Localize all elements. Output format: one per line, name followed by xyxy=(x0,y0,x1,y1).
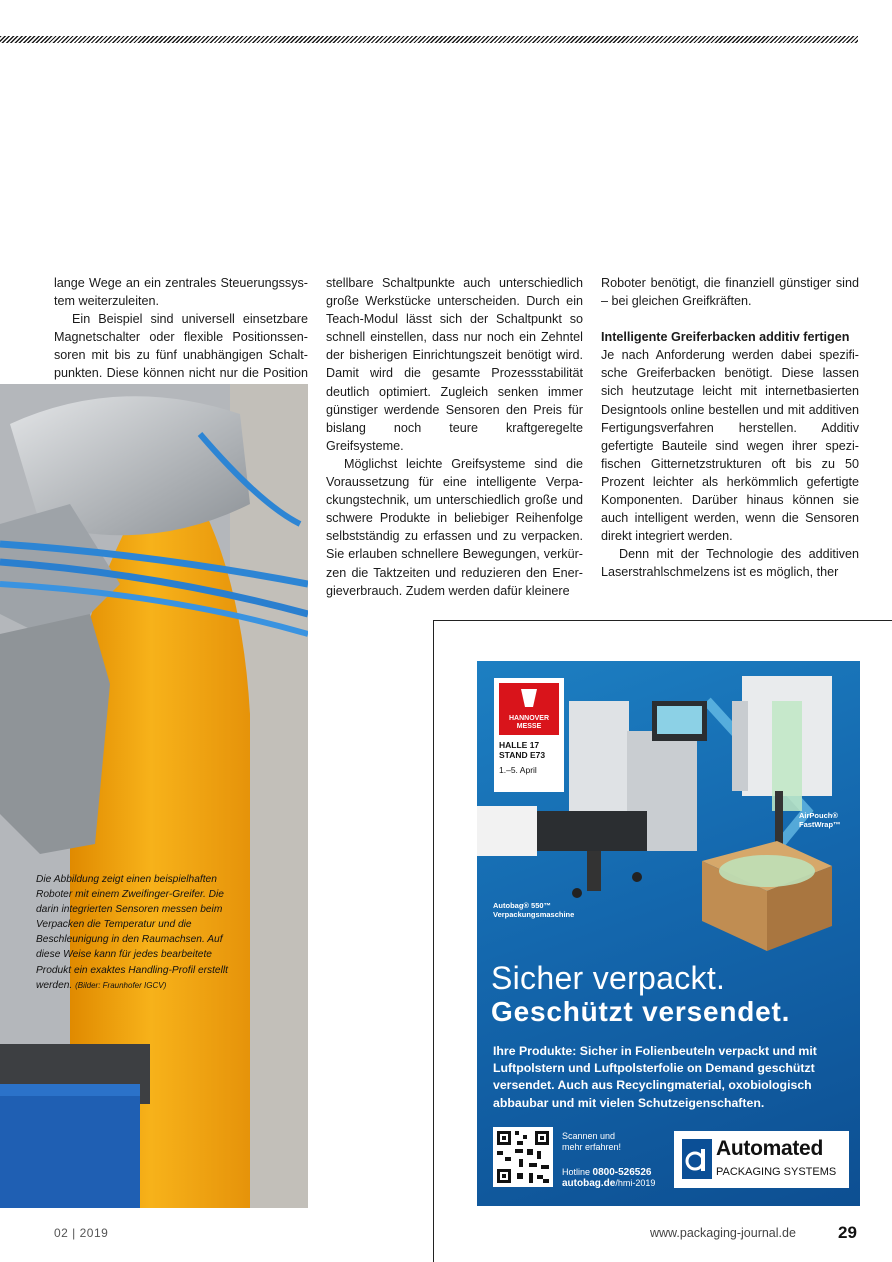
col1-paragraph-2: Ein Beispiel sind universell einsetzbare Magnetschalter oder flexible Positionssensoren mit bis zu fünf unabhängigen Schaltpunkten. Diese können nicht nur die Position xyxy=(54,312,308,381)
article-column-3 xyxy=(601,274,859,582)
fair-stand: STAND E73 xyxy=(499,750,546,760)
product-right-line-1: AirPouch® xyxy=(799,811,838,820)
fair-name-line-1: HANNOVER xyxy=(508,715,550,722)
ad-website-suffix: /hmi-2019 xyxy=(615,1178,656,1188)
ad-body-text: Ihre Produkte: Sicher in Folienbeuteln verpackt und mit Luftpolstern und Luftpolsterfolie on Demand geschützt versendet. Auch aus Recyclingmaterial, oxobiologisch abbaubar und mit vielen Schutzeigenschaften. xyxy=(493,1044,817,1110)
robot-photo-illustration xyxy=(0,384,308,1208)
scan-line-1: Scannen und xyxy=(562,1131,616,1141)
footer-url[interactable]: www.packaging-journal.de xyxy=(650,1226,796,1240)
ad-website-link[interactable]: autobag.de xyxy=(562,1178,616,1189)
product-left-line-1: Autobag® 550™ xyxy=(493,901,552,910)
hotline-label: Hotline xyxy=(562,1167,591,1177)
photo-caption xyxy=(36,872,246,993)
hannover-messe-logo xyxy=(499,683,559,735)
caption-text: Die Abbildung zeigt einen beispielhaften Roboter mit einem Zweifinger-Greifer. Die darin integrierten Sensoren messen beim Verpacken die Temperatur und die Beschleunigung in den Raumachsen. Auf diese Weise kann für jedes bearbeitete Produkt ein exaktes Handling-Profil erstellt werden. xyxy=(36,874,228,991)
col2-paragraph-2: Möglichst leichte Greifsysteme sind die Voraussetzung für eine intelligente Verpackungstechnik, um unterschiedlich große und schwere Produkte in beliebiger Reihenfolge selbstständig zu erfassen und zu verpacken. Sie erlauben schnellere Bewegungen, verkürzen die Taktzeiten und reduzieren den Energieverbrauch. Zudem werden dafür kleinere xyxy=(326,456,583,598)
ad-frame-top-line xyxy=(433,620,892,621)
article-column-1 xyxy=(54,274,308,401)
hotline-number[interactable]: 0800-526526 xyxy=(592,1167,652,1178)
robot-gripper-photo xyxy=(0,384,308,1208)
col2-paragraph-1: stellbare Schaltpunkte auch unterschiedlich große Werkstücke unterscheiden. Durch ein Teach-Modul lässt sich der Schaltpunkt so schnell einstellen, dass nur noch ein Zehntel der bisherigen Einrichtungszeit benötigt wird. Damit wird die gesamte Prozessstabilität deutlich optimiert. Zugleich senken immer günstiger werdende Sensoren den Preis für bislang noch teure kraftgeregelte Greifsysteme. xyxy=(326,276,583,453)
fair-hall: HALLE 17 xyxy=(499,740,540,750)
ad-headline-2: Geschützt versendet. xyxy=(491,996,791,1027)
scan-line-2: mehr erfahren! xyxy=(562,1142,622,1152)
col3-paragraph-2: Je nach Anforderung werden dabei spezifische Greiferbacken benötigt. Diese lassen sich heutzutage leicht mit internetbasierten Designtools online bestellen und mit additiven Fertigungsverfahren herstellen. Additiv gefertigte Bauteile sind wegen ihrer spezifischen Gitternetzstrukturen oft bis zu 50 Prozent leichter als herkömmlich gefertigte Komponenten. Darüber hinaus können sie auch intelligent werden, wenn die Sensoren direkt integriert werden. xyxy=(601,348,859,544)
brand-subtitle: PACKAGING SYSTEMS xyxy=(716,1166,837,1178)
scan-prompt xyxy=(562,1131,621,1153)
product-label-autobag xyxy=(493,901,574,919)
trade-fair-badge xyxy=(494,678,564,792)
ad-frame-left-line xyxy=(433,620,434,1262)
section-heading: Intelligente Greiferbacken additiv fertigen xyxy=(601,330,850,345)
fair-dates: 1.–5. April xyxy=(499,765,537,775)
hotline-info xyxy=(562,1167,655,1189)
qr-code-icon xyxy=(493,1127,553,1187)
automated-packaging-logo xyxy=(674,1131,849,1188)
ad-headline-1: Sicher verpackt. xyxy=(491,960,726,996)
fair-name-line-2: MESSE xyxy=(516,723,542,730)
automated-packaging-mark-icon xyxy=(682,1139,712,1179)
col1-paragraph-1: lange Wege an ein zentrales Steuerungssystem weiterzuleiten. xyxy=(54,276,308,309)
page-number: 29 xyxy=(838,1223,857,1242)
col3-paragraph-3: Denn mit der Technologie des additiven Laserstrahlschmelzens ist es möglich, ther xyxy=(601,547,859,580)
product-right-line-2: FastWrap™ xyxy=(799,820,841,829)
product-left-line-2: Verpackungsmaschine xyxy=(493,910,575,919)
product-label-airpouch xyxy=(799,811,841,829)
top-hatched-rule xyxy=(0,36,858,43)
qr-code[interactable] xyxy=(493,1127,553,1187)
hannover-messe-emblem-icon xyxy=(499,683,559,713)
brand-name: Automated xyxy=(716,1137,823,1160)
caption-credit: (Bilder: Fraunhofer IGCV) xyxy=(75,980,167,990)
footer-issue: 02 | 2019 xyxy=(54,1226,109,1240)
automated-packaging-advertisement[interactable] xyxy=(477,661,860,1206)
article-column-2 xyxy=(326,274,583,600)
col3-paragraph-1: Roboter benötigt, die finanziell günstiger sind – bei gleichen Greifkräften. xyxy=(601,276,859,309)
